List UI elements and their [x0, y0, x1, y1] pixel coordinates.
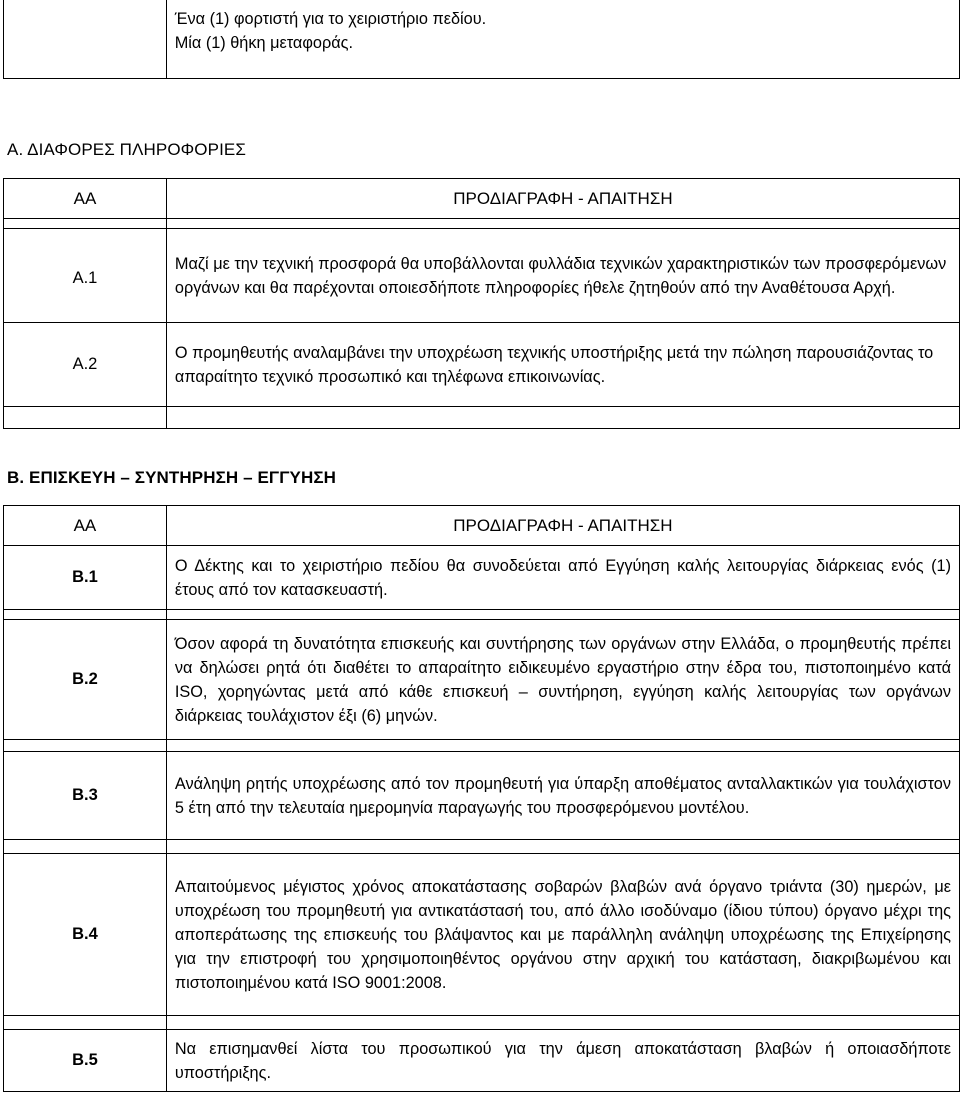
- table-row: [4, 752, 960, 840]
- row-code: Β.2: [4, 620, 167, 740]
- spacer-row: [4, 740, 960, 752]
- row-text: Ο Δέκτης και το χειριστήριο πεδίου θα συνοδεύεται από Εγγύηση καλής λειτουργίας διάρκειας ενός (1) έτους από τον κατασκευαστή.: [166, 546, 959, 610]
- row-code: Α.2: [4, 323, 167, 407]
- spacer-row: [4, 219, 960, 229]
- top-text-cell: [166, 0, 959, 79]
- row-code: Β.5: [4, 1030, 167, 1092]
- section-b-table: [3, 505, 960, 1092]
- row-code: Α.1: [4, 229, 167, 323]
- row-code: Β.3: [4, 752, 167, 840]
- row-text: Να επισημανθεί λίστα του προσωπικού για την άμεση αποκατάσταση βλαβών ή οποιασδήποτε υποστήριξης.: [166, 1030, 959, 1092]
- row-text: Απαιτούμενος μέγιστος χρόνος αποκατάστασης σοβαρών βλαβών ανά όργανο τριάντα (30) ημερών, με υποχρέωση του προμηθευτή για αντικατάστασή του, από άλλο ισοδύναμο (ίδιου τύπου) όργανο μέχρι της αποπεράτωσης της επισκευής του βλάψαντος και με παράλληλη ανάληψη υποχρέωσης της Επιχείρησης για την επιστροφή του χρησιμοποιηθέντος οργάνου στην αρχική του κατάσταση, διακριβωμένου και πιστοποιημένου κατά ISO 9001:2008.: [166, 854, 959, 1016]
- spacer-row: [4, 840, 960, 854]
- table-row: [4, 229, 960, 323]
- header-aa: ΑΑ: [4, 179, 167, 219]
- header-spec: ΠΡΟΔΙΑΓΡΑΦΗ - ΑΠΑΙΤΗΣΗ: [166, 179, 959, 219]
- top-line-1: Ένα (1) φορτιστή για το χειριστήριο πεδίου.: [174, 10, 487, 28]
- section-b-title: Β. ΕΠΙΣΚΕΥΗ – ΣΥΝΤΗΡΗΣΗ – ΕΓΓΥΗΣΗ: [7, 468, 337, 487]
- row-code: Β.4: [4, 854, 167, 1016]
- section-a-title: Α. ΔΙΑΦΟΡΕΣ ΠΛΗΡΟΦΟΡΙΕΣ: [7, 140, 246, 159]
- row-text: Ο προμηθευτής αναλαμβάνει την υποχρέωση τεχνικής υποστήριξης μετά την πώληση παρουσιάζοντας το απαραίτητο τεχνικό προσωπικό και τηλέφωνα επικοινωνίας.: [166, 323, 959, 407]
- top-continuation-table: [3, 0, 960, 79]
- table-row: [4, 854, 960, 1016]
- spacer-row: [4, 610, 960, 620]
- table-header-row: [4, 179, 960, 219]
- spacer-row: [4, 407, 960, 429]
- row-text: Ανάληψη ρητής υποχρέωσης από τον προμηθευτή για ύπαρξη αποθέματος ανταλλακτικών για τουλάχιστον 5 έτη από την τελευταία ημερομηνία παραγωγής του προσφερόμενου μοντέλου.: [166, 752, 959, 840]
- spacer-row: [4, 1016, 960, 1030]
- header-aa: ΑΑ: [4, 506, 167, 546]
- table-header-row: [4, 506, 960, 546]
- table-row: [4, 1030, 960, 1092]
- table-row: [4, 620, 960, 740]
- top-line-2: Μία (1) θήκη μεταφοράς.: [174, 34, 353, 52]
- section-a-table: [3, 178, 960, 429]
- header-spec: ΠΡΟΔΙΑΓΡΑΦΗ - ΑΠΑΙΤΗΣΗ: [166, 506, 959, 546]
- row-text: Μαζί με την τεχνική προσφορά θα υποβάλλονται φυλλάδια τεχνικών χαρακτηριστικών των προσφερόμενων οργάνων και θα παρέχονται οποιεσδήποτε πληροφορίες ήθελε ζητηθούν από την Αναθέτουσα Αρχή.: [166, 229, 959, 323]
- table-row: [4, 323, 960, 407]
- table-row: [4, 546, 960, 610]
- row-code: Β.1: [4, 546, 167, 610]
- row-text: Όσον αφορά τη δυνατότητα επισκευής και συντήρησης των οργάνων στην Ελλάδα, ο προμηθευτής πρέπει να δηλώσει ρητά ότι διαθέτει το απαραίτητο ειδικευμένο εργαστήριο στην έδρα του, πιστοποιημένο κατά ISO, χορηγώντας μετά από κάθε επισκευή – συντήρηση, εγγύηση καλής λειτουργίας των οργάνων διάρκειας τουλάχιστον έξι (6) μηνών.: [166, 620, 959, 740]
- top-empty-cell: [4, 0, 167, 79]
